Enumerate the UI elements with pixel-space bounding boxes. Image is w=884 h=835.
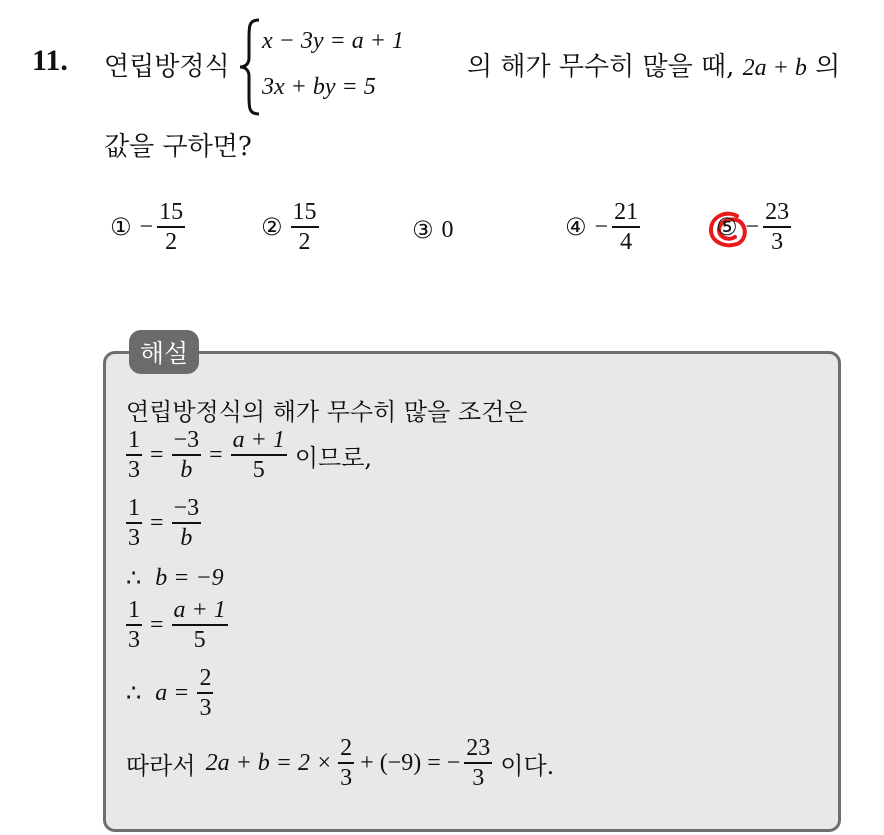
final-prefix: 따라서 — [126, 751, 196, 780]
solution-step3: $\frac{1}{3}$ = $\frac{a + 1}{5}$ — [128, 597, 226, 653]
step1-right-num: −3 — [173, 495, 200, 521]
choice-5-den: 3 — [771, 228, 784, 255]
final-suffix: 이다. — [500, 751, 555, 780]
ratio-frac3-den: 5 — [252, 456, 265, 483]
ratio-frac2-num: −3 — [173, 427, 200, 453]
choice-1[interactable] — [110, 200, 185, 255]
step1-right-den: b — [180, 524, 193, 551]
final-frac2-den: 3 — [472, 764, 485, 791]
solution-ratio: $\frac{1}{3}$ = $\frac{-3}{b}$ = $\frac{a + 1}{5}$ 이므로, — [128, 427, 373, 483]
brace-icon — [237, 16, 263, 118]
solution-step1: $\frac{1}{3}$ = $\frac{-3}{b}$ — [128, 495, 200, 551]
choice-4[interactable] — [565, 200, 640, 255]
choice-3[interactable] — [412, 216, 454, 244]
choice-5-marker: ⑤ — [716, 213, 738, 242]
choice-4-num: 21 — [614, 199, 639, 225]
choice-1-sign: − — [139, 213, 154, 240]
choice-1-num: 15 — [159, 199, 184, 225]
final-expr2: + (−9) = − — [360, 749, 461, 776]
choice-2-marker: ② — [261, 213, 283, 242]
question-prefix: 연립방정식 — [104, 52, 230, 82]
choice-4-marker: ④ — [565, 213, 587, 242]
ratio-frac1-num: 1 — [128, 427, 140, 453]
choice-2[interactable] — [261, 200, 319, 255]
choice-5-sign: − — [745, 213, 760, 240]
system-equation-2: 3x + by = 5 — [262, 74, 376, 100]
ratio-frac3-num: a + 1 — [232, 427, 285, 453]
question-suffix-expr: 2a + b — [742, 55, 807, 81]
step4-den: 3 — [199, 694, 212, 721]
step1-left-den: 3 — [128, 524, 140, 551]
ratio-frac1-den: 3 — [128, 456, 140, 483]
choice-4-den: 4 — [620, 228, 633, 255]
choice-1-marker: ① — [110, 213, 132, 242]
choice-4-sign: − — [594, 213, 609, 240]
step3-left-num: 1 — [128, 597, 140, 623]
step2-expr: b = −9 — [155, 565, 224, 591]
final-frac1-den: 3 — [340, 764, 353, 791]
choice-2-num: 15 — [292, 199, 317, 225]
choice-3-value: 0 — [441, 216, 454, 243]
choice-5[interactable] — [716, 200, 791, 255]
choice-3-marker: ③ — [412, 216, 434, 244]
solution-step2 — [126, 564, 224, 593]
solution-intro-text: 연립방정식의 해가 무수히 많을 조건은 — [126, 398, 528, 426]
therefore-symbol-2: ∴ — [126, 680, 142, 707]
solution-step4 — [126, 666, 213, 721]
choice-1-den: 2 — [165, 228, 178, 255]
system-equation-1: x − 3y = a + 1 — [262, 28, 404, 54]
ratio-after-text: 이므로, — [294, 443, 373, 472]
choice-2-den: 2 — [298, 228, 311, 255]
question-number: 11. — [32, 44, 68, 77]
solution-label: 해설 — [129, 330, 199, 374]
question-suffix-end: 의 — [815, 52, 841, 82]
step4-num: 2 — [199, 665, 212, 691]
therefore-symbol: ∴ — [126, 566, 142, 592]
choice-5-num: 23 — [765, 199, 790, 225]
step3-right-num: a + 1 — [173, 597, 226, 623]
solution-intro — [126, 392, 527, 427]
ratio-frac2-den: b — [180, 456, 193, 483]
question-suffix — [467, 46, 840, 83]
question-line2: 값을 구하면? — [104, 132, 252, 162]
step3-left-den: 3 — [128, 626, 140, 653]
final-frac2-num: 23 — [466, 735, 491, 761]
final-expr1: 2a + b = 2 × — [205, 749, 333, 776]
question-suffix-text: 의 해가 무수히 많을 때, — [467, 52, 735, 82]
final-frac1-num: 2 — [340, 735, 353, 761]
solution-final — [126, 736, 554, 791]
step4-lhs: a = — [155, 679, 190, 706]
step3-right-den: 5 — [193, 626, 206, 653]
step1-left-num: 1 — [128, 495, 140, 521]
